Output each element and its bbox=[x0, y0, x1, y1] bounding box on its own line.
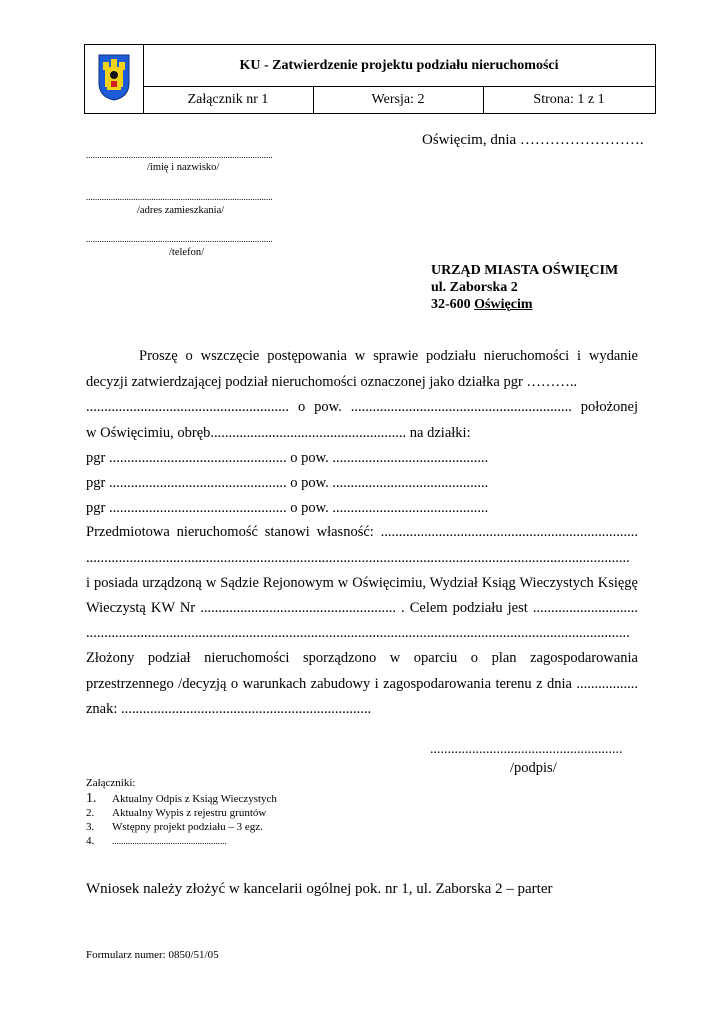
recipient-office: URZĄD MIASTA OŚWIĘCIM bbox=[431, 263, 619, 278]
body-line-14: przestrzennego /decyzją o warunkach zabudowy i zagospodarowania terenu z dnia ................. bbox=[86, 676, 638, 692]
header-version: Wersja: 2 bbox=[313, 86, 484, 113]
recipient-postcode: 32-600 bbox=[431, 297, 475, 312]
header-table bbox=[84, 44, 656, 114]
recipient-city-line bbox=[431, 296, 618, 313]
phone-dots: ................................................................................... bbox=[86, 234, 273, 244]
body-line-8: Przedmiotowa nieruchomość stanowi własność: ....................................................................... bbox=[86, 524, 638, 540]
city-crest-icon bbox=[97, 53, 131, 101]
body-line-15: znak: ..................................................................... bbox=[86, 701, 372, 717]
body-line-1: Proszę o wszczęcie postępowania w sprawie podziału nieruchomości i wydanie bbox=[139, 348, 638, 364]
list-item: 3. Wstępny projekt podziału – 3 egz. bbox=[86, 821, 263, 833]
body-line-2: decyzji zatwierdzającej podział nieruchomości oznaczonej jako działka pgr ……….. bbox=[86, 374, 578, 390]
list-item: 4. ................................................... bbox=[86, 835, 227, 847]
body-line-13: Złożony podział nieruchomości sporządzono w oparciu o plan zagospodarowania bbox=[86, 650, 638, 666]
form-number: Formularz numer: 0850/51/05 bbox=[86, 949, 219, 961]
header-title: KU - Zatwierdzenie projektu podziału nieruchomości bbox=[143, 45, 655, 87]
body-line-11: Wieczystą KW Nr ...................................................... . Celem podziału jest ............................. bbox=[86, 600, 638, 616]
attachments-list bbox=[86, 792, 386, 848]
name-label: /imię i nazwisko/ bbox=[147, 162, 220, 173]
header-attachment: Załącznik nr 1 bbox=[143, 86, 314, 113]
name-dots: ................................................................................... bbox=[86, 150, 273, 160]
body-line-3: ........................................................ o pow. ............................................................. położonej bbox=[86, 399, 638, 415]
place-date: Oświęcim, dnia ……………………. bbox=[422, 132, 644, 148]
logo-cell bbox=[85, 45, 144, 113]
list-item: 2. Aktualny Wypis z rejestru gruntów bbox=[86, 807, 267, 819]
signature-label: /podpis/ bbox=[510, 760, 557, 776]
body-line-10: i posiada urządzoną w Sądzie Rejonowym w Oświęcimiu, Wydział Ksiąg Wieczystych Księgę bbox=[86, 575, 638, 591]
recipient-city: Oświęcim bbox=[474, 297, 533, 312]
list-item: 1. Aktualny Odpis z Ksiąg Wieczystych bbox=[86, 791, 277, 806]
body-line-12: ...................................................................................................................................................... bbox=[86, 625, 630, 641]
body-line-5: pgr ................................................. o pow. ........................................... bbox=[86, 450, 489, 466]
body-line-4: w Oświęcimiu, obręb...................................................... na działki: bbox=[86, 425, 471, 441]
recipient-address bbox=[431, 262, 618, 313]
header-page: Strona: 1 z 1 bbox=[533, 91, 605, 107]
submission-note: Wniosek należy złożyć w kancelarii ogólnej pok. nr 1, ul. Zaborska 2 – parter bbox=[86, 881, 553, 897]
recipient-street: ul. Zaborska 2 bbox=[431, 280, 518, 295]
attachments-title: Załączniki: bbox=[86, 777, 136, 789]
body-line-9: ...................................................................................................................................................... bbox=[86, 550, 630, 566]
signature-dots: ....................................................... bbox=[430, 742, 623, 757]
address-label: /adres zamieszkania/ bbox=[137, 205, 225, 216]
body-line-7: pgr ................................................. o pow. ........................................... bbox=[86, 500, 489, 516]
body-line-6: pgr ................................................. o pow. ........................................... bbox=[86, 475, 489, 491]
address-dots: ................................................................................... bbox=[86, 192, 273, 202]
phone-label: /telefon/ bbox=[169, 247, 204, 258]
